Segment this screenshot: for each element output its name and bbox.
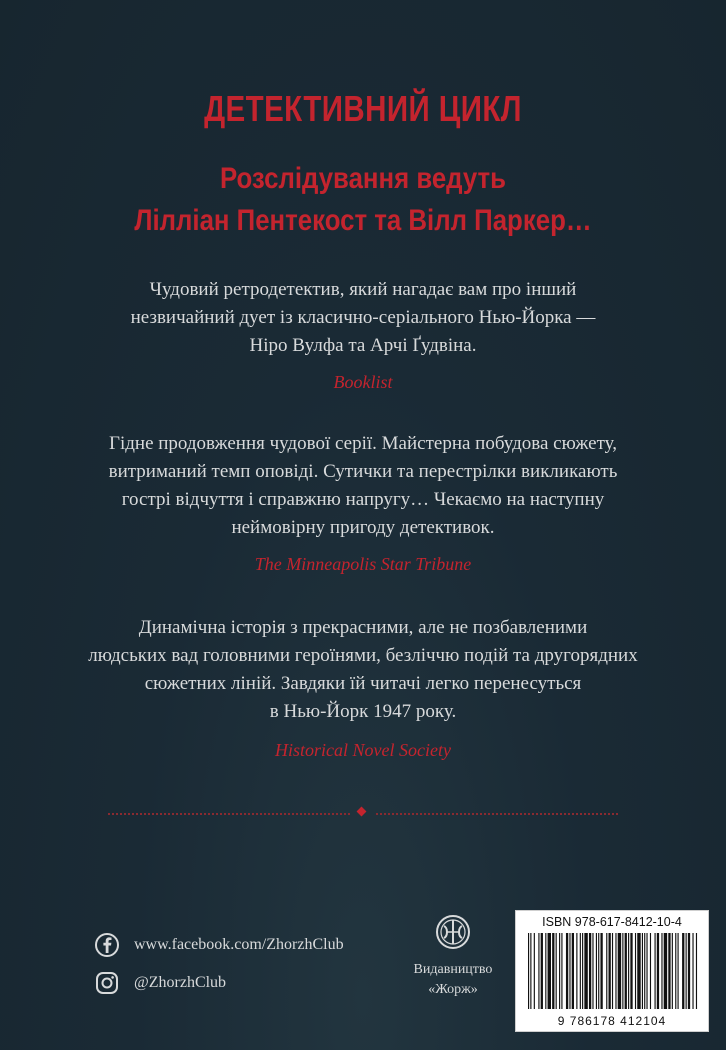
barcode-bar: [582, 933, 583, 1009]
barcode-bar: [668, 933, 670, 1009]
barcode-bar: [589, 933, 591, 1009]
review-line: Гідне продовження чудової серії. Майстерна побудова сюжету,: [108, 433, 618, 454]
isbn-barcode: [515, 910, 709, 1032]
review-line: витриманий темп оповіді. Сутички та перестрілки викликають: [108, 461, 618, 482]
barcode-bar: [598, 933, 599, 1009]
isbn-text: ISBN 978-617-8412-10-4: [542, 915, 682, 929]
review-line: гострі відчуття і справжню напругу… Чекаємо на наступну: [121, 489, 605, 510]
subtitle-line-2: Лілліан Пентекост та Вілл Паркер…: [134, 204, 592, 237]
publisher-name: «Жорж»: [428, 982, 478, 997]
barcode-bar: [646, 933, 647, 1009]
review-line: Ніро Вулфа та Арчі Ґудвіна.: [249, 335, 477, 356]
divider-dots-right: [376, 813, 618, 815]
barcode-bar: [576, 933, 577, 1009]
barcode-bar: [541, 933, 543, 1009]
barcode-bar: [630, 933, 632, 1009]
barcode-bar: [566, 933, 568, 1009]
barcode-bar: [592, 933, 593, 1009]
barcode-bar: [655, 933, 656, 1009]
barcode-bar: [657, 933, 659, 1009]
review-2-text: [0, 430, 726, 542]
barcode-bar: [572, 933, 574, 1009]
barcode-bar: [628, 933, 629, 1009]
review-line: неймовірну пригоду детективок.: [231, 517, 495, 538]
barcode-bar: [644, 933, 645, 1009]
series-title: ДЕТЕКТИВНИЙ ЦИКЛ: [204, 88, 522, 129]
barcode-bar: [692, 933, 693, 1009]
barcode-bar: [606, 933, 607, 1009]
barcode-bar: [696, 933, 697, 1009]
barcode-bar: [545, 933, 546, 1009]
review-1-text: [0, 276, 726, 360]
barcode-bar: [600, 933, 602, 1009]
barcode-bar: [688, 933, 690, 1009]
barcode-bar: [637, 933, 640, 1009]
review-line: людських вад головними героїнями, безліччю подій та другорядних: [88, 645, 638, 666]
barcode-bar: [635, 933, 636, 1009]
barcode-digits: 9 786178 412104: [557, 1014, 667, 1028]
barcode-bar: [559, 933, 560, 1009]
barcode-icon: [526, 933, 698, 1009]
review-line: сюжетних ліній. Завдяки їй читачі легко перенесуться: [144, 673, 582, 694]
review-3-text: [0, 614, 726, 726]
barcode-bar: [612, 933, 613, 1009]
barcode-bar: [596, 933, 597, 1009]
barcode-bar: [615, 933, 616, 1009]
barcode-bar: [569, 933, 570, 1009]
barcode-bar: [561, 933, 562, 1009]
divider-dots-left: [108, 813, 350, 815]
barcode-bar: [686, 933, 687, 1009]
review-line: в Нью-Йорк 1947 року.: [269, 701, 457, 722]
barcode-bar: [661, 933, 662, 1009]
review-line: Динамічна історія з прекрасними, але не позбавленими: [138, 617, 588, 638]
barcode-bar: [534, 933, 535, 1009]
barcode-bar: [672, 933, 673, 1009]
barcode-bar: [642, 933, 643, 1009]
instagram-handle[interactable]: @ZhorzhClub: [134, 974, 227, 991]
facebook-url[interactable]: www.facebook.com/ZhorzhClub: [134, 936, 344, 953]
publisher-block: [408, 914, 498, 1000]
diamond-ornament-icon: [357, 807, 367, 817]
review-2-source: The Minneapolis Star Tribune: [254, 554, 472, 574]
barcode-bar: [556, 933, 557, 1009]
instagram-icon: [94, 970, 120, 996]
review-line: незвичайний дует із класично-серіального Нью-Йорка —: [130, 307, 596, 328]
ornamental-divider: [108, 808, 618, 818]
barcode-bar: [528, 933, 529, 1009]
publisher-label: Видавництво: [413, 962, 493, 977]
review-1-source: Booklist: [333, 372, 393, 392]
barcode-bar: [538, 933, 539, 1009]
barcode-bar: [609, 933, 611, 1009]
publisher-logo-icon: [435, 914, 471, 950]
barcode-bar: [650, 933, 651, 1009]
barcode-bar: [580, 933, 581, 1009]
barcode-bar: [682, 933, 684, 1009]
barcode-bar: [584, 933, 587, 1009]
barcode-bar: [622, 933, 623, 1009]
barcode-bar: [664, 933, 667, 1009]
subtitle-line-1: Розслідування ведуть: [219, 162, 507, 195]
barcode-bar: [675, 933, 676, 1009]
review-3-source: Historical Novel Society: [275, 740, 451, 760]
barcode-bar: [618, 933, 621, 1009]
barcode-bar: [552, 933, 554, 1009]
barcode-bar: [625, 933, 627, 1009]
review-line: Чудовий ретродетектив, який нагадає вам про інший: [149, 279, 577, 300]
barcode-bar: [530, 933, 531, 1009]
barcode-bar: [678, 933, 679, 1009]
subtitle: [51, 158, 675, 242]
facebook-icon: [94, 932, 120, 958]
barcode-bar: [548, 933, 551, 1009]
